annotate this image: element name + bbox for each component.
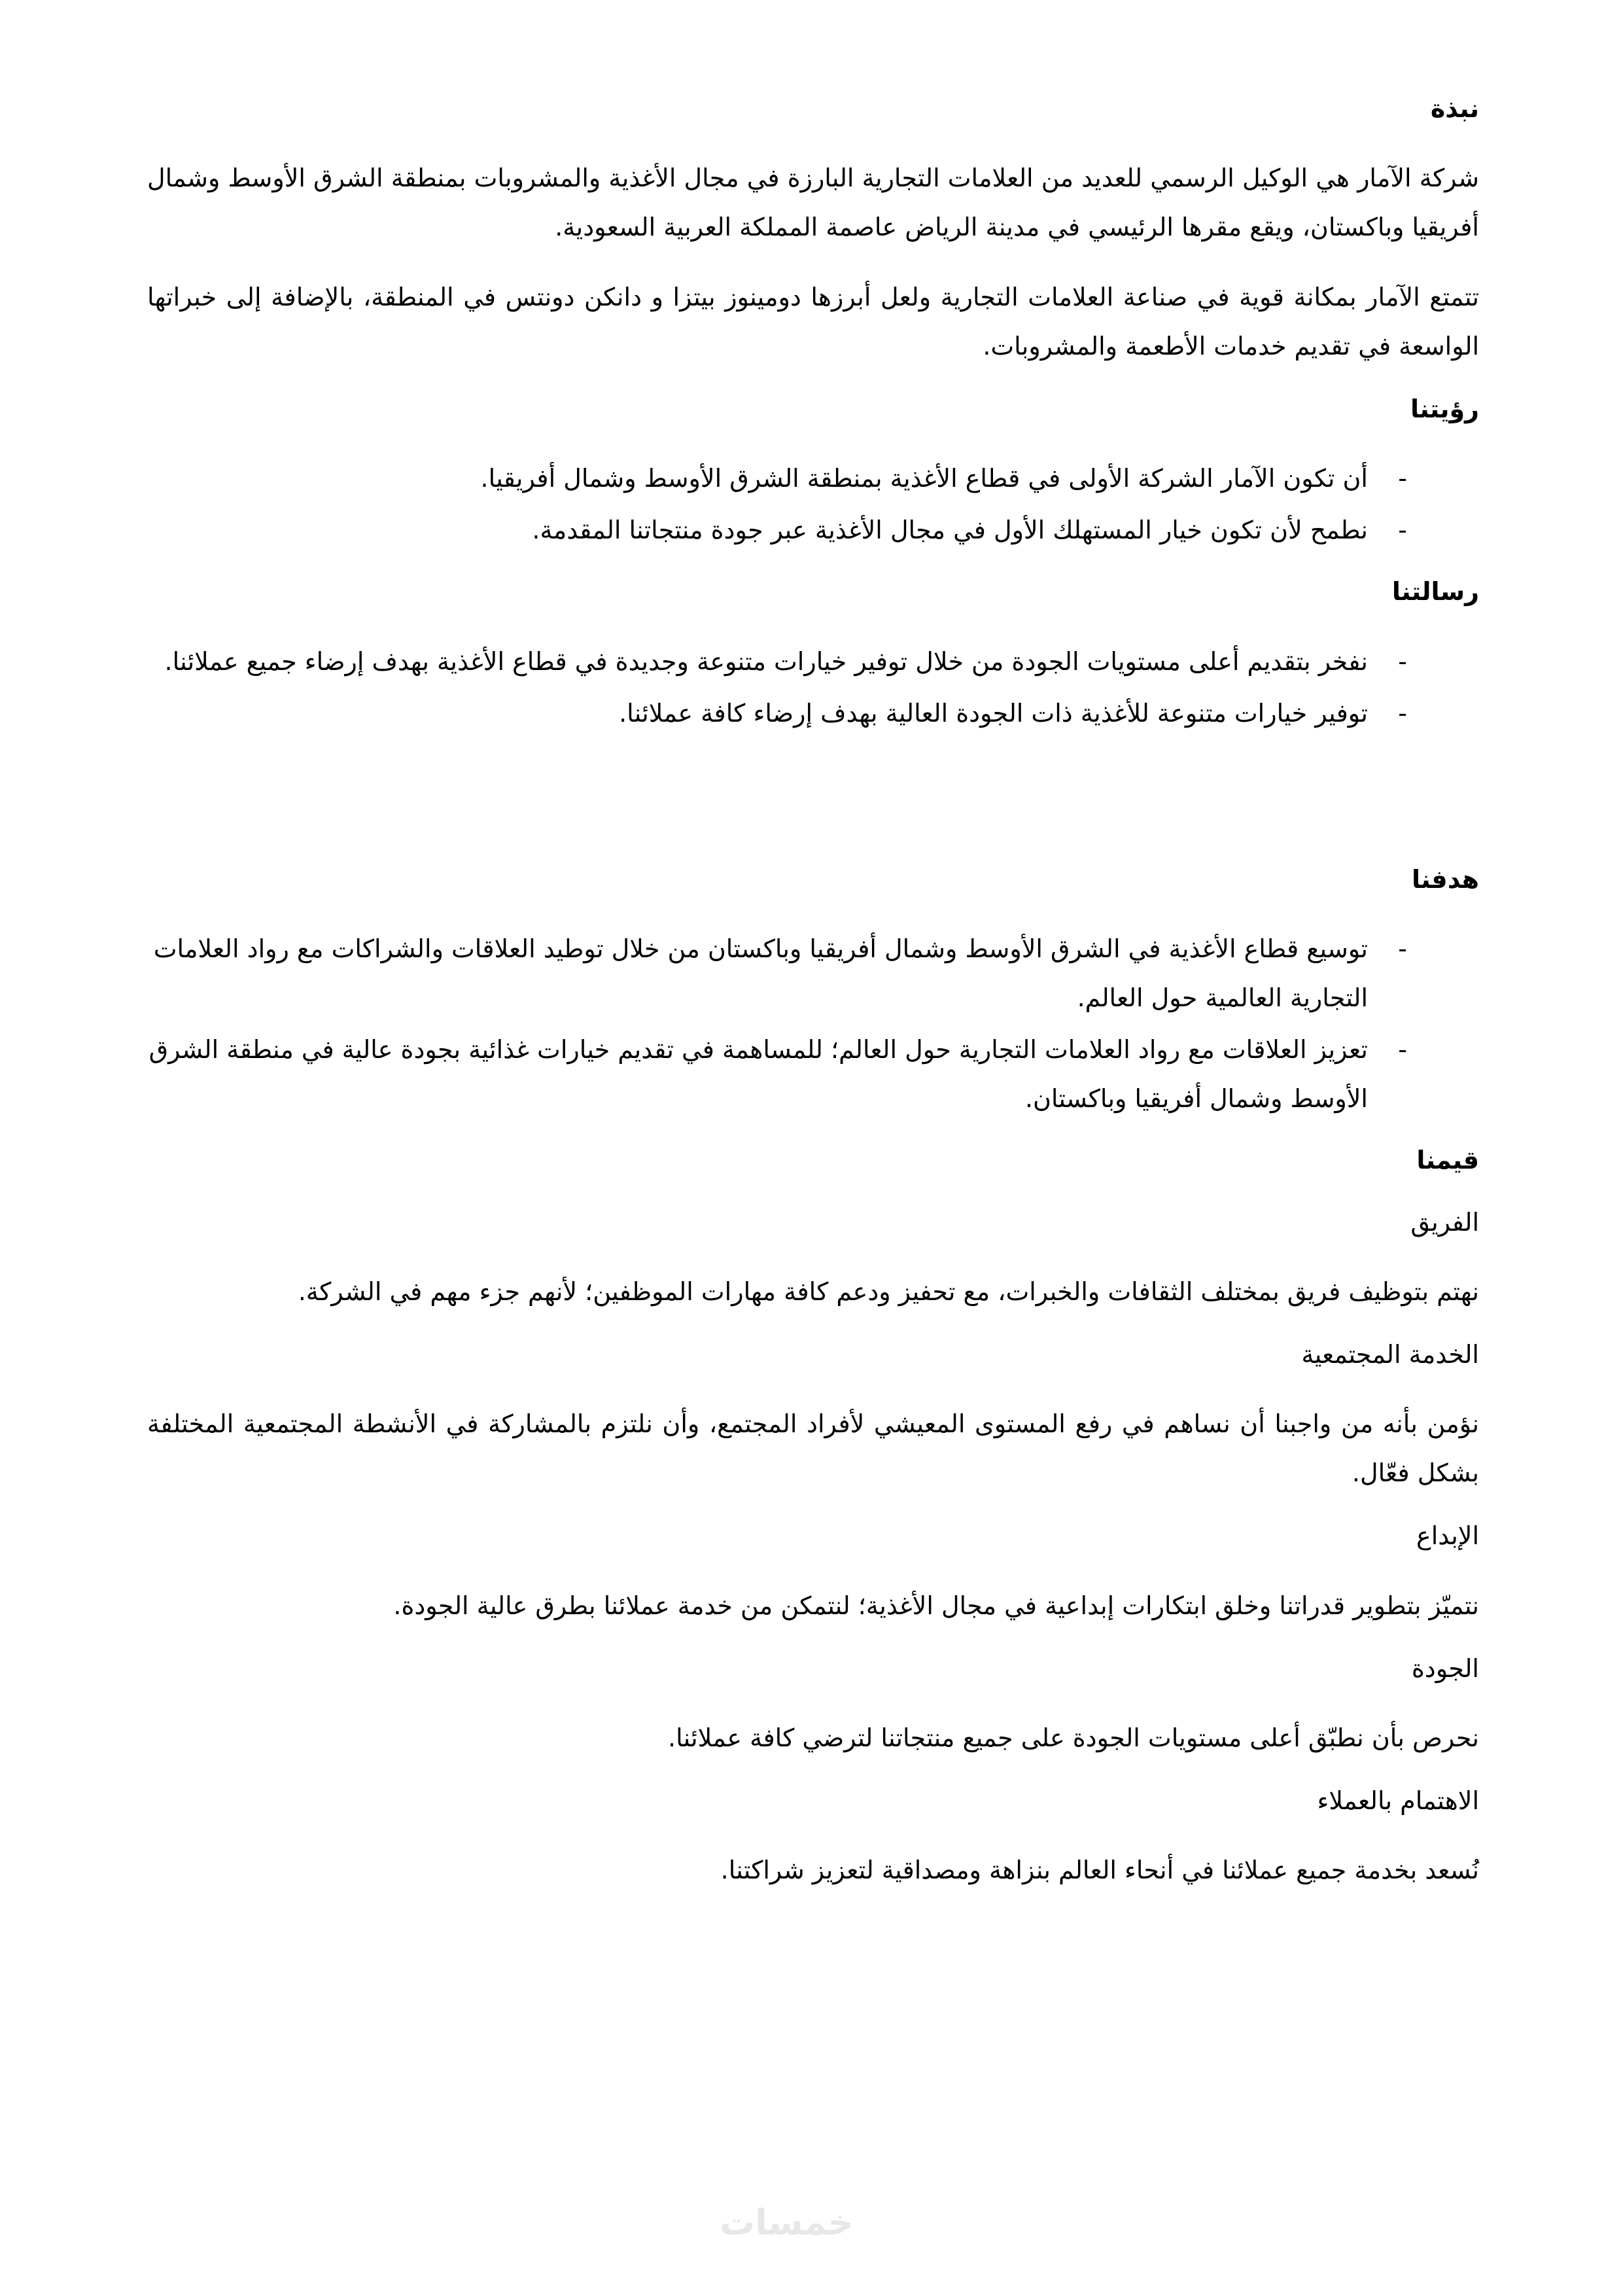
vision-heading: رؤيتنا (1410, 395, 1479, 424)
list-marker: - (1398, 1034, 1407, 1064)
value-title-quality: الجودة (1411, 1653, 1479, 1683)
mission-item-2: توفير خيارات متنوعة للأغذية ذات الجودة العالية بهدف إرضاء كافة عملائنا. (619, 698, 1368, 728)
list-item (147, 689, 1407, 738)
values-heading: قيمنا (1416, 1145, 1479, 1174)
list-marker: - (1398, 698, 1407, 728)
intro-heading: نبذة (1430, 94, 1479, 123)
spacer (147, 758, 1479, 862)
goal-item-2: تعزيز العلاقات مع رواد العلامات التجارية حول العالم؛ للمساهمة في تقديم خيارات غذائية بجودة عالية في منطقة الشرق الأوسط وشمال أفريقيا وباكستان. (148, 1034, 1368, 1113)
intro-paragraph-1: شركة الآمار هي الوكيل الرسمي للعديد من العلامات التجارية البارزة في مجال الأغذية والمشروبات بمنطقة الشرق الأوسط وشمال أفريقيا وباكستان، ويقع مقرها الرئيسي في مدينة الرياض عاصمة المملكة العربية السعودية. (147, 164, 1479, 242)
value-text-community: نؤمن بأنه من واجبنا أن نساهم في رفع المستوى المعيشي لأفراد المجتمع، وأن نلتزم بالمشاركة في الأنشطة المجتمعية المختلفة بشكل فعّال. (147, 1409, 1479, 1488)
list-item (147, 637, 1407, 686)
value-title-creativity: الإبداع (1416, 1521, 1479, 1551)
value-text-quality: نحرص بأن نطبّق أعلى مستويات الجودة على جميع منتجاتنا لترضي كافة عملائنا. (667, 1723, 1479, 1752)
mission-item-1: نفخر بتقديم أعلى مستويات الجودة من خلال توفير خيارات متنوعة وجديدة في قطاع الأغذية بهدف إرضاء جميع عملائنا. (164, 646, 1368, 676)
list-marker: - (1398, 464, 1407, 493)
list-marker: - (1398, 934, 1407, 963)
value-text-creativity: نتميّز بتطوير قدراتنا وخلق ابتكارات إبداعية في مجال الأغذية؛ لنتمكن من خدمة عملائنا بطرق عالية الجودة. (393, 1591, 1479, 1620)
value-title-team: الفريق (1410, 1207, 1479, 1237)
list-item (147, 1025, 1407, 1123)
goal-item-1: توسيع قطاع الأغذية في الشرق الأوسط وشمال أفريقيا وباكستان من خلال توطيد العلاقات والشراكات مع رواد العلامات التجارية العالمية حول العالم. (153, 934, 1368, 1012)
value-title-customer-care: الاهتمام بالعملاء (1317, 1786, 1479, 1815)
value-text-team: نهتم بتوظيف فريق بمختلف الثقافات والخبرات، مع تحفيز ودعم كافة مهارات الموظفين؛ لأنهم جزء مهم في الشركة. (298, 1277, 1479, 1307)
mission-heading: رسالتنا (1391, 577, 1479, 607)
list-item (147, 454, 1407, 503)
intro-paragraph-2: تتمتع الآمار بمكانة قوية في صناعة العلامات التجارية ولعل أبرزها دومينوز بيتزا و دانكن دونتس في المنطقة، بالإضافة إلى خبراتها الواسعة في تقديم خدمات الأطعمة والمشروبات. (147, 283, 1479, 361)
value-title-community: الخدمة المجتمعية (1301, 1340, 1479, 1369)
goal-heading: هدفنا (1412, 864, 1479, 894)
list-marker: - (1398, 516, 1407, 545)
list-item (147, 925, 1407, 1023)
watermark-logo: خمسات (720, 2202, 854, 2243)
vision-item-2: نطمح لأن تكون خيار المستهلك الأول في مجال الأغذية عبر جودة منتجاتنا المقدمة. (532, 516, 1368, 545)
document-body (147, 92, 1479, 1916)
vision-item-1: أن تكون الآمار الشركة الأولى في قطاع الأغذية بمنطقة الشرق الأوسط وشمال أفريقيا. (480, 464, 1368, 493)
vision-list (147, 454, 1479, 555)
value-text-customer-care: نُسعد بخدمة جميع عملائنا في أنحاء العالم بنزاهة ومصداقية لتعزيز شراكتنا. (720, 1855, 1479, 1884)
list-marker: - (1398, 646, 1407, 676)
list-item (147, 506, 1407, 555)
goal-list (147, 925, 1479, 1123)
mission-list (147, 637, 1479, 738)
